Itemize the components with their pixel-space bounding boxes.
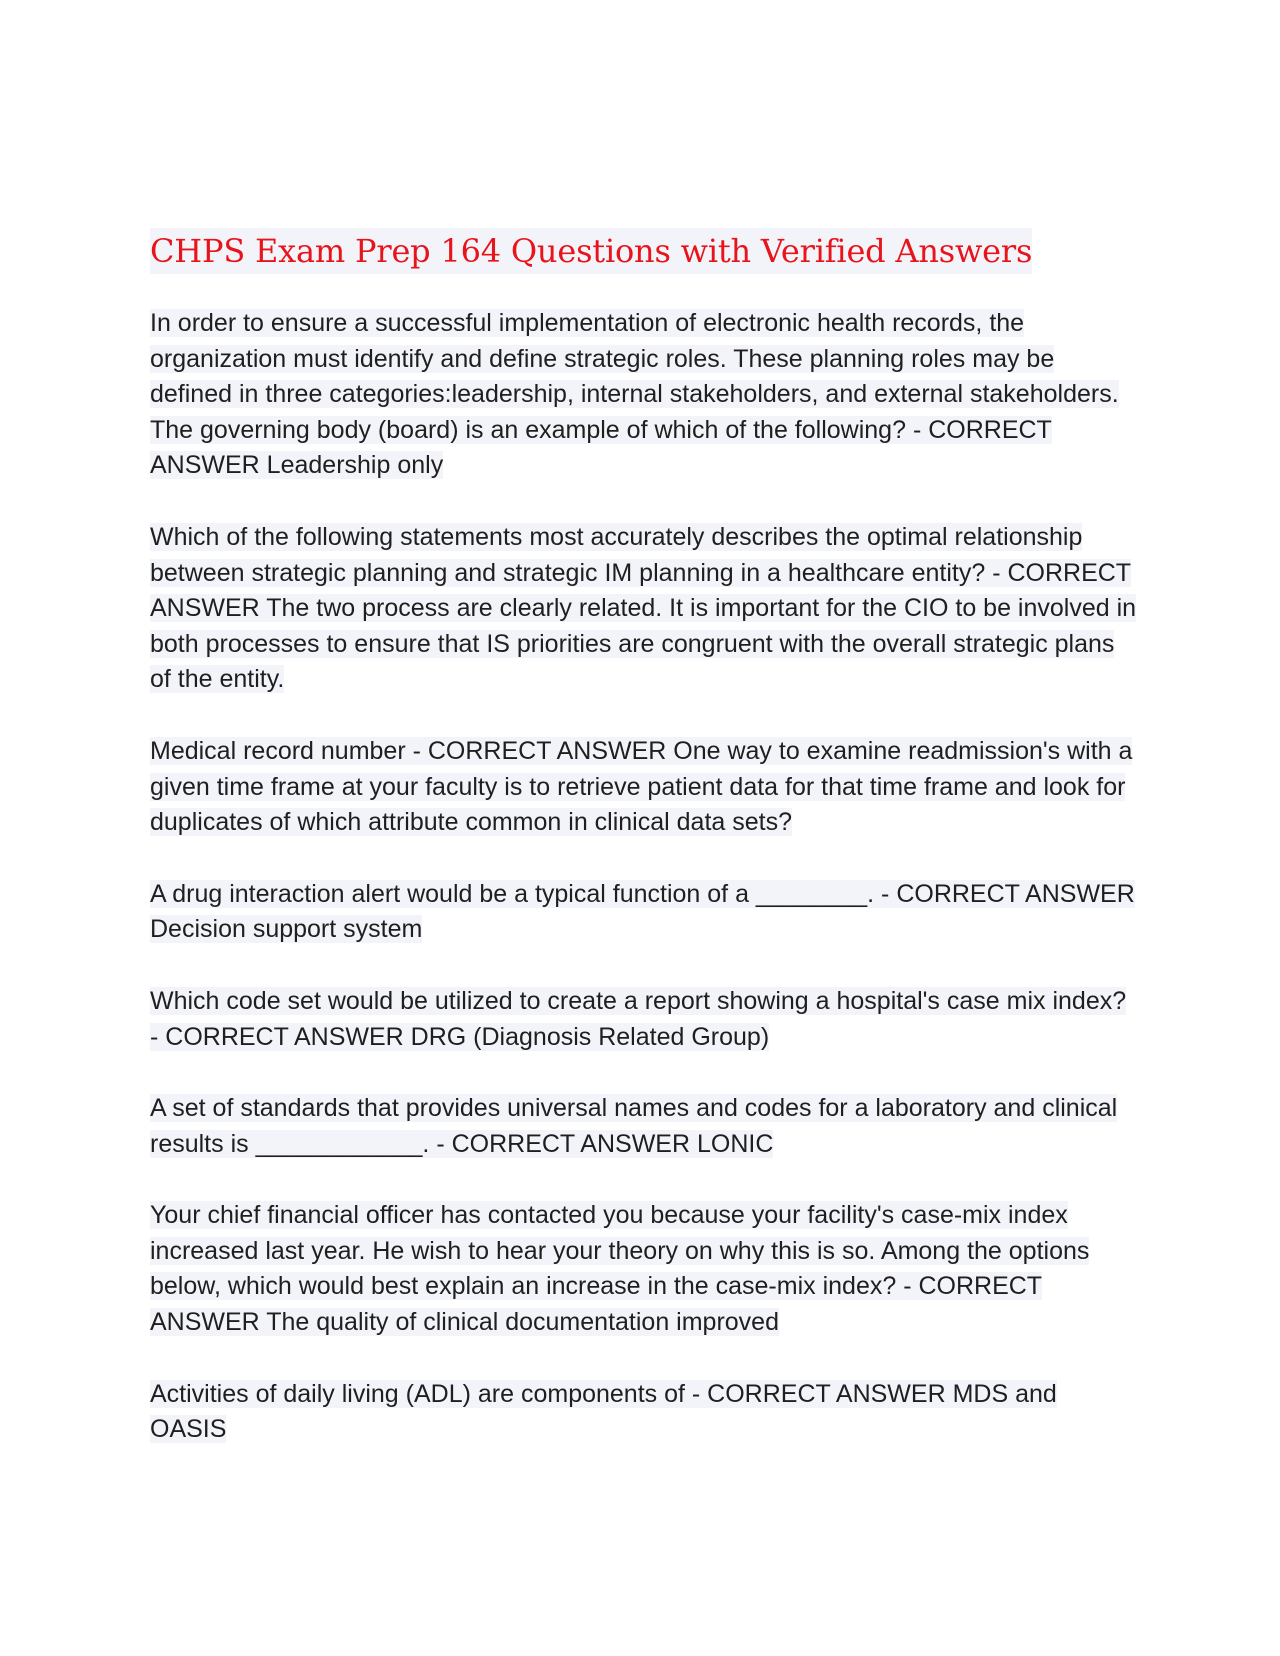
qa-text: Activities of daily living (ADL) are components of - CORRECT ANSWER MDS and OASIS <box>150 1379 1057 1444</box>
qa-text: A set of standards that provides universal names and codes for a laboratory and clinical results is ____________. - CORRECT ANSWER LONIC <box>150 1094 1118 1158</box>
qa-text: Your chief financial officer has contacted you because your facility's case-mix index increased last year. He wish to hear your theory on why this is so. Among the options below, which would best explain an increase in the case-mix index? - CORRECT ANSWER The quality of clinical documentation improved <box>150 1201 1090 1337</box>
qa-text: Medical record number - CORRECT ANSWER One way to examine readmission's with a given time frame at your faculty is to retrieve patient data for that time frame and look for duplicates of which attribute common in clinical data sets? <box>150 736 1133 837</box>
qa-paragraph <box>150 1377 1140 1448</box>
qa-text: Which of the following statements most accurately describes the optimal relationship between strategic planning and strategic IM planning in a healthcare entity? - CORRECT ANSWER The two process are clearly related. It is important for the CIO to be involved in both processes to ensure that IS priorities are congruent with the overall strategic plans of the entity. <box>150 522 1137 694</box>
qa-paragraph <box>150 520 1140 698</box>
qa-paragraph <box>150 984 1140 1055</box>
qa-text: Which code set would be utilized to create a report showing a hospital's case mix index? - CORRECT ANSWER DRG (Diagnosis Related Group) <box>150 986 1127 1051</box>
qa-paragraph <box>150 877 1140 948</box>
qa-paragraph <box>150 1091 1140 1162</box>
qa-paragraph <box>150 1198 1140 1340</box>
document-title: CHPS Exam Prep 164 Questions with Verified Answers <box>150 228 1032 274</box>
qa-paragraph <box>150 306 1140 484</box>
document-content <box>150 228 1140 1484</box>
qa-paragraph <box>150 734 1140 841</box>
qa-text: A drug interaction alert would be a typical function of a ________. - CORRECT ANSWER Decision support system <box>150 879 1135 944</box>
qa-text: In order to ensure a successful implementation of electronic health records, the organization must identify and define strategic roles. These planning roles may be defined in three categories:leadership, internal stakeholders, and external stakeholders. The governing body (board) is an example of which of the following? - CORRECT ANSWER Leadership only <box>150 309 1119 480</box>
